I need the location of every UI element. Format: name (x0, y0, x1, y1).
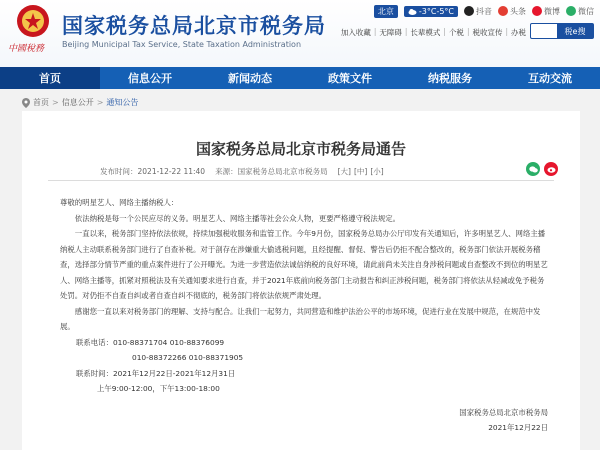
article-panel (22, 111, 580, 450)
tax-emblem-icon (16, 4, 50, 38)
location-pin-icon (22, 98, 30, 108)
contact-phone-1: 010-88371704 010-88376099 (112, 337, 225, 347)
contact-phone-row-1 (60, 335, 548, 351)
link-sep: | (373, 27, 377, 36)
paragraph-2: 一直以来，税务部门坚持依法依规，持续加强税收服务和监管工作。今年9月份，国家税务总局办公厅印发有关通知后，许多明星艺人、网络主播纳税人主动联系税务部门进行了自查补税。对于剖存在涉嫌重大偷逃税问题，且经提醒、督促、警告后仍拒不配合整改的，税务部门依法开展税务稽查，选择部分情节严重的重点案件进行了公开曝光。为进一步营造依法诚信纳税的良好环境，请此前尚未关注自身涉税问题或自查整改不到位的明星艺人、网络主播等，抓紧对照税法及有关通知要求进行自查，并于2021年底前向税务部门主动报告和纠正涉税问题，税务部门将依法从轻减或免予税务处罚。对仍拒不自查自纠或者自查自纠不彻底的，税务部门将依法依规严肃处理。 (60, 229, 548, 300)
share-buttons (526, 162, 558, 176)
spacer (60, 397, 548, 405)
link-elder-mode[interactable]: 长辈模式 (410, 28, 441, 37)
share-wechat-icon[interactable] (526, 162, 540, 176)
social-douyin-label: 抖音 (476, 6, 492, 16)
main-nav (0, 67, 600, 89)
contact-phone-label: 联系电话： (76, 337, 113, 347)
breadcrumb (22, 97, 138, 108)
social-douyin[interactable] (464, 6, 492, 17)
social-weibo[interactable] (532, 6, 560, 17)
weather-widget (404, 6, 458, 17)
city-tag[interactable]: 北京 (374, 5, 398, 18)
article-title: 国家税务总局北京市税务局通告 (195, 140, 406, 158)
breadcrumb-home[interactable]: 首页 (33, 98, 49, 107)
share-weibo-icon[interactable] (544, 162, 558, 176)
weibo-icon (532, 6, 542, 16)
link-sep: | (505, 27, 508, 36)
search-box[interactable] (530, 23, 594, 39)
contact-period-row (60, 366, 548, 382)
link-favorite[interactable]: 加入收藏 (340, 28, 371, 37)
link-tax-promo[interactable]: 税收宣传 (472, 28, 503, 37)
nav-item-info-disclosure[interactable]: 信息公开 (128, 72, 172, 85)
site-subtitle: Beijing Municipal Tax Service, State Taxation Administration (62, 40, 302, 49)
nav-item-interaction[interactable]: 互动交流 (528, 72, 572, 85)
social-wechat-label: 微信 (578, 6, 594, 16)
nav-item-tax-service[interactable]: 纳税服务 (428, 72, 472, 85)
font-size-small[interactable]: [小] (370, 167, 384, 176)
link-sep: | (466, 27, 470, 36)
site-title[interactable]: 国家税务总局北京市税务局 (62, 14, 326, 38)
douyin-icon (464, 6, 474, 16)
signature: 国家税务总局北京市税务局 (459, 407, 548, 417)
contact-period: 2021年12月22日-2021年12月31日 (112, 368, 236, 378)
publish-time: 发布时间：2021-12-22 11:40 (100, 167, 206, 176)
site-header (0, 0, 600, 67)
link-accessibility[interactable]: 无障碍 (379, 28, 402, 37)
article-body (60, 195, 548, 436)
link-personal-tax[interactable]: 个税 (448, 28, 464, 37)
social-toutiao-label: 头条 (510, 6, 526, 16)
breadcrumb-separator: > (96, 98, 104, 107)
font-size-switcher (338, 166, 384, 177)
link-sep: | (443, 27, 446, 36)
nav-item-home[interactable]: 首页 (0, 67, 100, 89)
signature-date: 2021年12月22日 (488, 423, 548, 432)
meta-divider (48, 180, 554, 181)
breadcrumb-info-disclosure[interactable]: 信息公开 (61, 98, 94, 107)
quick-links (341, 27, 526, 38)
font-size-medium[interactable]: [中] (353, 167, 368, 176)
utility-bar (374, 4, 594, 18)
greeting: 尊敬的明星艺人、网络主播纳税人： (60, 198, 179, 207)
font-size-large[interactable]: [大] (337, 167, 351, 176)
paragraph-3: 感谢您一直以来对税务部门的理解、支持与配合。让我们一起努力，共同营造和维护法治公平的市场环境，促进行业在发展中规范，在规范中发展。 (60, 306, 541, 331)
link-tax-service[interactable]: 办税 (511, 28, 526, 37)
nav-item-policy[interactable]: 政策文件 (328, 72, 372, 85)
contact-hours: 上午9:00-12:00，下午13:00-18:00 (97, 384, 220, 393)
breadcrumb-current[interactable]: 通知公告 (106, 98, 139, 107)
social-toutiao[interactable] (498, 6, 526, 17)
social-weibo-label: 微博 (544, 6, 560, 16)
toutiao-icon (498, 6, 508, 16)
contact-period-label: 联系时间： (76, 368, 113, 378)
article-meta (100, 166, 384, 177)
brand-cn-logo-text: 中國稅務 (8, 44, 45, 54)
nav-item-news[interactable]: 新闻动态 (228, 72, 272, 85)
wechat-icon (566, 6, 576, 16)
weather-cloud-icon (408, 8, 417, 15)
link-sep: | (404, 27, 408, 36)
paragraph-1: 依法纳税是每一个公民应尽的义务。明星艺人、网络主播等社会公众人物，更要严格遵守税法规定。 (74, 213, 400, 223)
social-wechat[interactable] (566, 6, 594, 17)
contact-phone-row-2: 010-88372266 010-88371905 (132, 353, 244, 362)
search-button[interactable] (557, 24, 593, 38)
article-source: 来源：国家税务总局北京市税务局 (215, 167, 328, 176)
search-button-label: 税e搜 (564, 26, 586, 36)
weather-temperature: -3°C-5°C (418, 6, 454, 16)
breadcrumb-separator: > (52, 98, 59, 107)
